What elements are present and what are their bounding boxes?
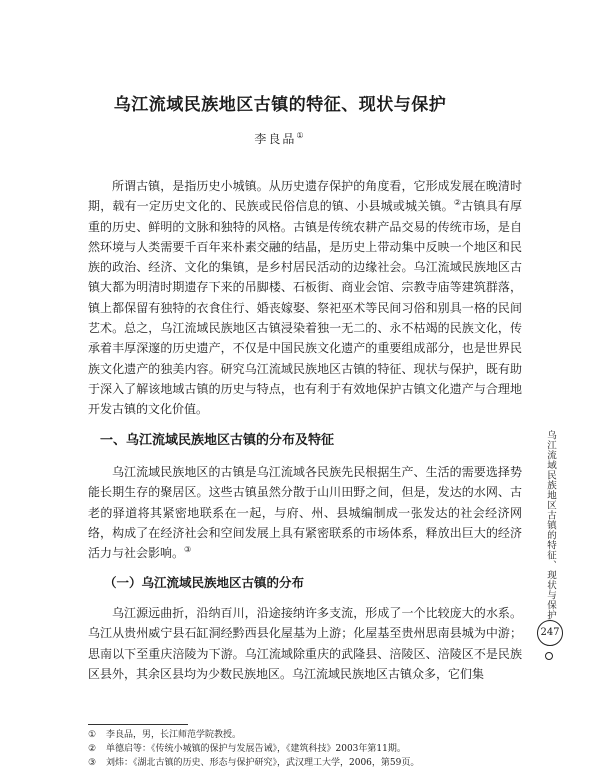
subsection1-paragraph [88, 603, 522, 684]
footnote-mark: ③ [88, 758, 97, 768]
footnote-text: 刘炜：《湖北古镇的历史、形态与保护研究》，武汉理工大学，2006，第59页。 [106, 758, 420, 768]
subsection1-text: 乌江源远曲折，沿纳百川，沿途接纳许多支流，形成了一个比较庞大的水系。乌江从贵州威宁县石缸洞经黔西县化屋基为上游；化屋基至贵州思南县城为中游；思南以下至重庆涪陵为下游。乌江流域除重庆的武隆县、涪陵区、涪陵区不是民族区县外，其余区县均为少数民族地区。乌江流域民族地区古镇众多，它们集 [88, 606, 522, 681]
footnote-mark: ② [88, 744, 97, 754]
author-note-mark: ① [296, 131, 306, 140]
intro-text-b: 古镇具有厚重的历史、鲜明的文脉和独特的风格。古镇是传统农耕产品交易的传统市场，是自然环境与人类需要千百年来朴素交融的结晶，是历史上带动集中反映一个地区和民族的政治、经济、文化的集镇，是乡村居民活动的边缘社会。乌江流域民族地区古镇大都为明清时期遗存下来的吊脚楼、石板街、商业会馆、宗教寺庙等建筑群落，镇上都保留有独特的衣食住行、婚丧嫁娶、祭祀巫术等民间习俗和别具一格的民间艺术。总之，乌江流域民族地区古镇浸染着独一无二的、永不枯竭的民族文化，传承着丰厚深邃的历史遗产，不仅是中国民族文化遗产的重要组成部分，也是世界民族文化遗产的独美内容。研究乌江流域民族地区古镇的特征、现状与保护，既有助于深入了解该地域古镇的历史与特点，也有利于有效地保护古镇文化遗产与合理地开发古镇的文化价值。 [88, 199, 522, 417]
intro-paragraph [88, 176, 522, 420]
footnote-text: 李良品，男，长江师范学院教授。 [106, 730, 242, 740]
intro-text-a: 所谓古镇，是指历史小城镇。从历史遗存保护的角度看，它形成发展在晚清时期，载有一定历史文化的、民族或民俗信息的镇、小县城或城关镇。 [88, 179, 522, 214]
footnote-divider [88, 724, 188, 725]
footnote-item [88, 728, 528, 742]
running-header-vertical: 乌江流域民族地区古镇的特征、现状与保护 [545, 430, 556, 620]
section1-text: 乌江流域民族地区的古镇是乌江流域各民族先民根据生产、生活的需要选择势能长期生存的聚居区。这些古镇虽然分散于山川田野之间，但是，发达的水网、古老的驿道将其紧密地联系在一起，与府、州、县城编制成一张发达的社会经济网络，构成了在经济社会和空间发展上具有紧密联系的市场体系，释放出巨大的经济活力与社会影响。 [88, 465, 522, 561]
paper-title: 乌江流域民族地区古镇的特征、现状与保护 [113, 95, 447, 115]
footnote-item [88, 756, 528, 770]
footnotes [88, 728, 528, 770]
page-ornament [545, 652, 553, 660]
subsection-heading-1: （一）乌江流域民族地区古镇的分布 [104, 575, 305, 590]
footnote-item [88, 742, 528, 756]
section1-paragraph [88, 462, 522, 563]
intro-note-mark: ② [453, 198, 462, 208]
section1-note-mark: ③ [184, 545, 192, 555]
footnote-mark: ① [88, 730, 97, 740]
footnote-text: 单德启等：《传统小城镇的保护与发展告诫》，《建筑科技》2003年第11期。 [106, 744, 406, 754]
page-number: 247 [537, 620, 563, 646]
author-line [60, 130, 500, 147]
author-name: 李良品 [254, 132, 297, 146]
section-heading-1: 一、乌江流域民族地区古镇的分布及特征 [100, 433, 335, 448]
